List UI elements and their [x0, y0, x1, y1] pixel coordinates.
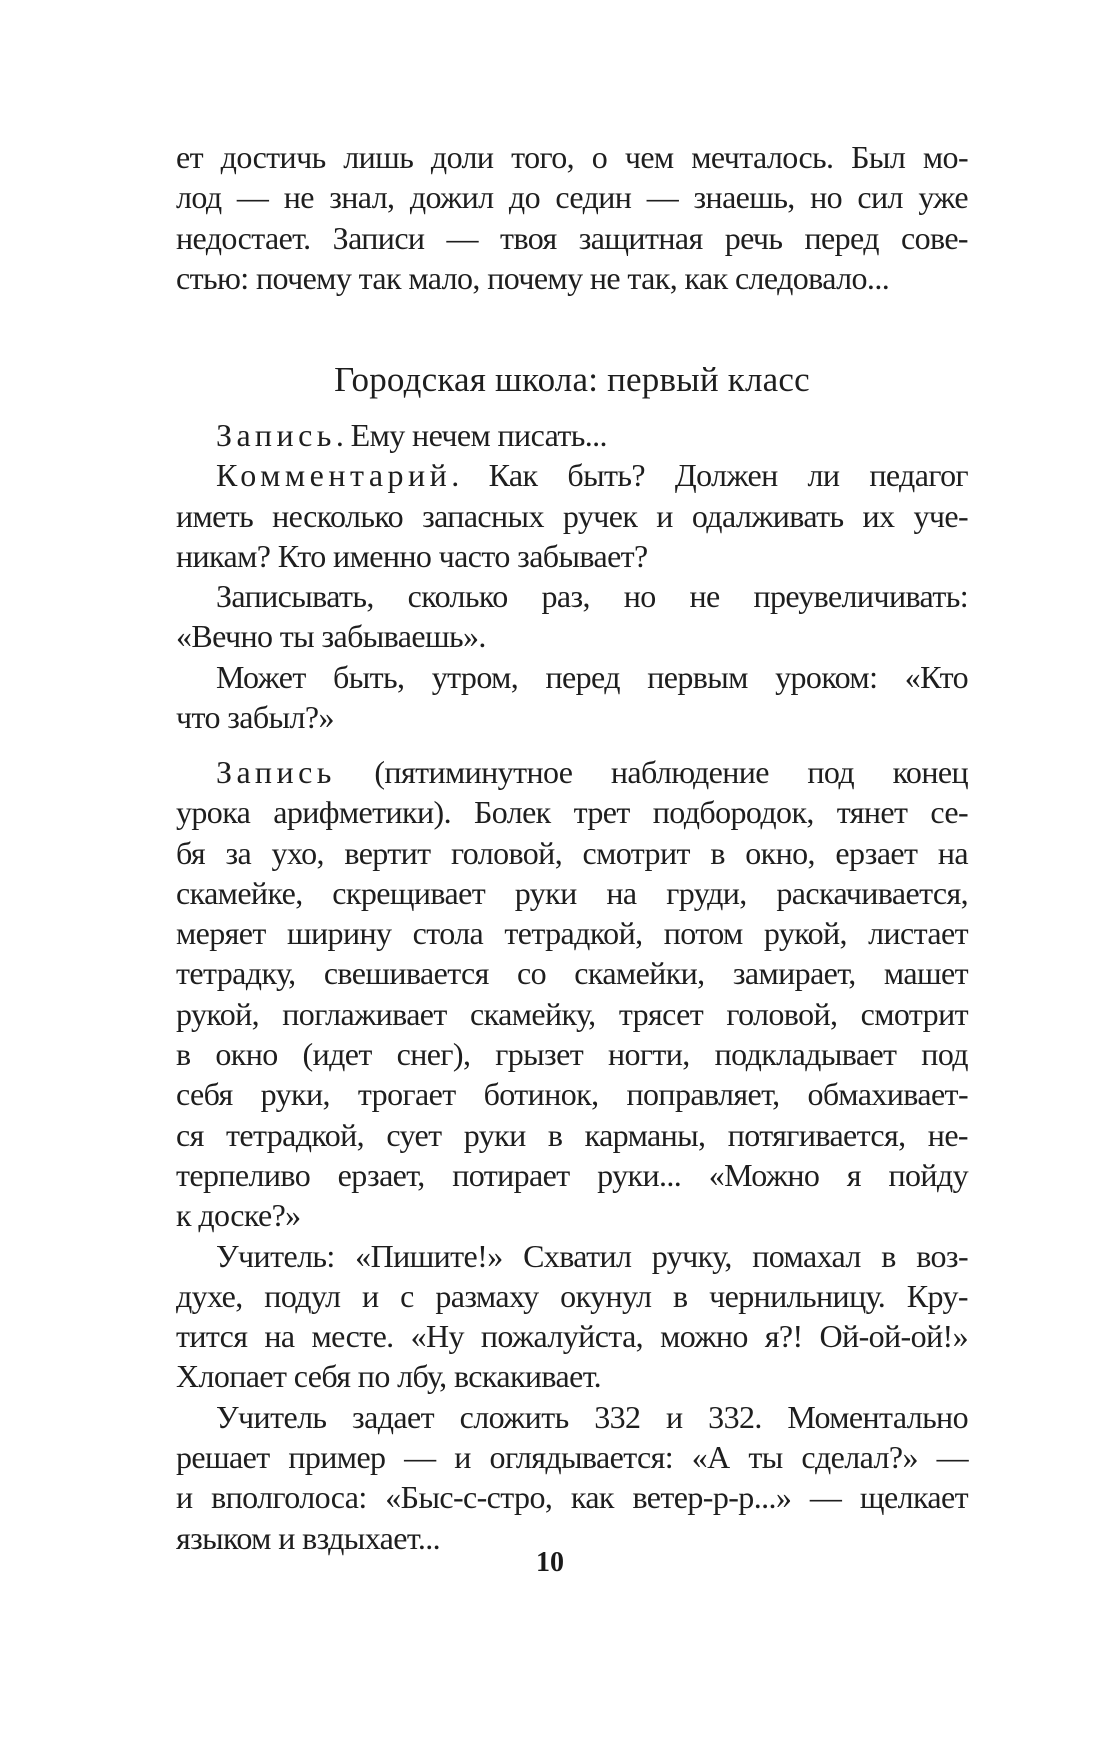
top-paragraph [176, 137, 968, 298]
text-line: Записывать, сколько раз, но не преувеличивать: [216, 578, 968, 615]
text-line: меряет ширину стола тетрадкой, потом рукой, листает [176, 915, 968, 952]
label-zapis: Запись [216, 754, 336, 790]
text-line: рукой, поглаживает скамейку, трясет головой, смотрит [176, 995, 968, 1032]
text-line: стью: почему так мало, почему не так, как следовало... [176, 259, 890, 296]
text-line: духе, подул и с размаху окунул в чернильницу. Кру- [176, 1277, 968, 1314]
text-line: ет достичь лишь доли того, о чем мечталось. Был мо- [176, 139, 968, 175]
text-line: Комментарий. Как быть? Должен ли педагог [216, 457, 968, 494]
text-line: Может быть, утром, перед первым уроком: «Кто [216, 658, 968, 695]
text-line: себя руки, трогает ботинок, поправляет, обмахивает- [176, 1076, 968, 1113]
text-line: к доске?» [176, 1197, 301, 1234]
text-line: скамейке, скрещивает руки на груди, раскачивается, [176, 874, 968, 911]
text-line: и вполголоса: «Быс-с-стро, как ветер-р-р...» — щелкает [176, 1479, 968, 1516]
label-zapis: Запись [216, 417, 336, 453]
text-line: бя за ухо, вертит головой, смотрит в окно, ерзает на [176, 834, 968, 871]
text-line: урока арифметики). Болек трет подбородок, тянет се- [176, 794, 968, 831]
text-line: недостает. Записи — твоя защитная речь перед сове- [176, 219, 968, 256]
text-line: иметь несколько запасных ручек и одалживать их уче- [176, 497, 968, 534]
text-line: языком и вздыхает... [176, 1519, 441, 1556]
text-line: никам? Кто именно часто забывает? [176, 537, 648, 574]
text-line: Хлопает себя по лбу, вскакивает. [176, 1358, 602, 1395]
section-heading: Городская школа: первый класс [334, 360, 810, 399]
text-line: лод — не знал, дожил до седин — знаешь, но сил уже [176, 179, 968, 216]
text-line: в окно (идет снег), грызет ногти, подкладывает под [176, 1036, 968, 1073]
label-kommentariy: Комментарий [216, 457, 452, 494]
section-1 [176, 415, 968, 737]
text-line: тится на месте. «Ну пожалуйста, можно я?! Ой-ой-ой!» [176, 1318, 968, 1355]
text-line: Запись (пятиминутное наблюдение под конец [216, 754, 968, 790]
page-number: 10 [536, 1547, 564, 1578]
text-line: Учитель: «Пишите!» Схватил ручку, помахал в воз- [216, 1237, 968, 1274]
text-line: Запись. Ему нечем писать... [216, 417, 607, 453]
text-line: тетрадку, свешивается со скамейки, замирает, машет [176, 955, 968, 992]
text-line: решает пример — и оглядывается: «А ты сделал?» — [176, 1439, 968, 1476]
text-line: «Вечно ты забываешь». [176, 618, 486, 655]
text-line: ся тетрадкой, сует руки в карманы, потягивается, не- [176, 1116, 968, 1153]
text-line: Учитель задает сложить 332 и 332. Моментально [216, 1398, 968, 1435]
section-2 [176, 752, 968, 1558]
text-line: терпеливо ерзает, потирает руки... «Можно я пойду [176, 1156, 968, 1193]
text-line: что забыл?» [176, 699, 334, 736]
